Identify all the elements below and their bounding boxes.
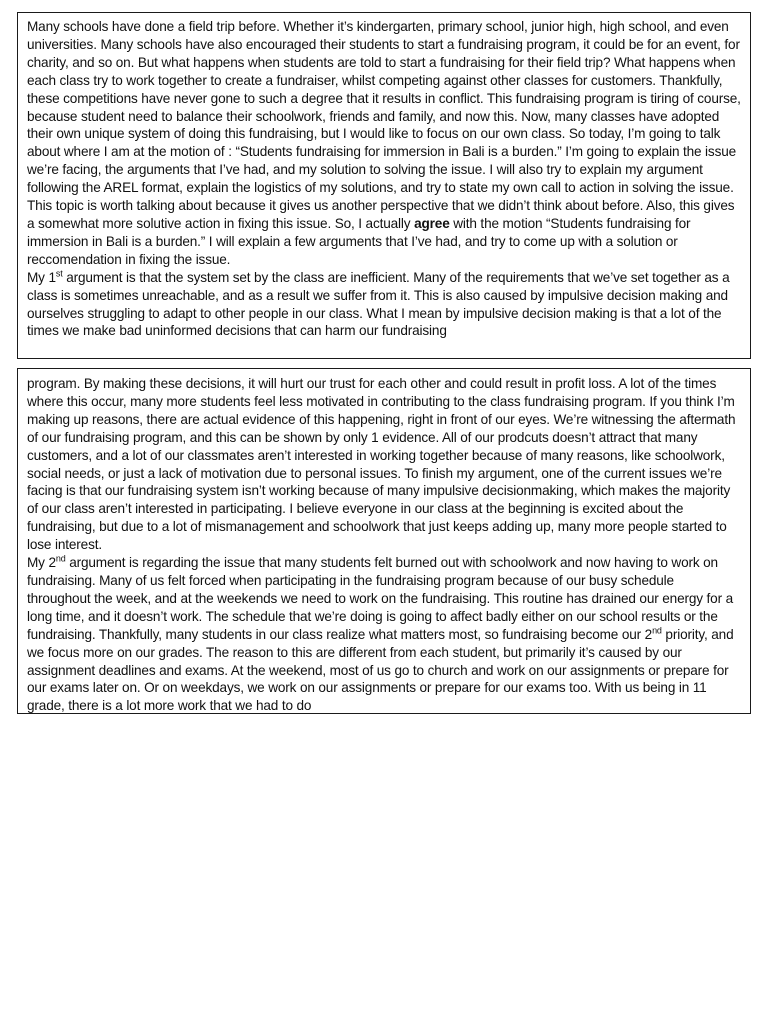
first-argument-paragraph — [27, 269, 741, 341]
ordinal-superscript: st — [55, 268, 63, 279]
intro-text-end: with the motion “Students fundraising for immersion in Bali is a burden.” I will explain a few arguments that I’ve had, and try to come up with a solution or reccomendation in fixing the issue. — [27, 215, 691, 267]
first-argument-lead: My 1 — [27, 269, 56, 285]
intro-text: Many schools have done a field trip before. Whether it’s kindergarten, primary school, junior high, high school, and even universities. Many schools have also encouraged their students to start a fundraising program, it could be for an event, for charity, and so on. But what happens when students are told to start a fundraising for their field trip? What happens when each class try to work together to create a fundraiser, whilst competing against other classes for customers. Thankfully, these competitions have never gone to such a degree that it results in conflict. This fundraising program is tiring of course, because student need to balance their schoolwork, friends and family, and now this. Now, many classes have adopted their own unique system of doing this fundraising, but I would like to focus on our own class. So today, I’m going to talk about where I am at the motion of : “Students fundraising for immersion in Bali is a burden.” I’m going to explain the issue we’re facing, the arguments that I’ve had, and my solution to solving the issue. I will also try to explain my argument following the AREL format, explain the logistics of my solutions, and try to state my own call to action in solving the issue. This topic is worth talking about because it gives us another perspective that we didn’t think about before. Also, this gives a somewhat more solutive action in fixing this issue. So, I actually — [27, 19, 741, 231]
first-argument-continued-text: program. By making these decisions, it will hurt our trust for each other and could result in profit loss. A lot of the times where this occur, many more students feel less motivated in contributing to the class fundraising program. If you think I’m making up reasons, there are actual evidence of this happening, right in front of our eyes. We’re witnessing the aftermath of our fundraising program, and this can be shown by only 1 evidence. All of our prodcuts doesn’t attract that many customers, and a lot of our classmates aren’t interested in working together because of many reasons, like schoolwork, social needs, or just a lack of motivation due to personal issues. To finish my argument, one of the current issues we’re facing is that our fundraising system isn’t working because of many impulsive decisionmaking, which makes the majority of our class aren’t interested in participating. I believe everyone in our class at the beginning is excited about the fundraising, but due to a lot of mismanagement and schoolwork that just keeps adding up, many more people started to lose interest. — [27, 376, 736, 553]
second-argument-lead: My 2 — [27, 555, 56, 571]
agree-bold-text: agree — [414, 215, 450, 231]
second-argument-paragraph — [27, 554, 741, 714]
ordinal-superscript: nd — [652, 625, 662, 636]
page-segment-1 — [17, 12, 751, 359]
first-argument-text: argument is that the system set by the class are inefficient. Many of the requirements that we’ve set together as a class is sometimes unreachable, and as a result we suffer from it. This is also caused by impulsive decision making and ourselves struggling to adapt to other people in our class. What I mean by impulsive decision making is that a lot of the times we make bad uninformed decisions that can harm our fundraising — [27, 269, 730, 339]
first-argument-continued — [27, 375, 741, 554]
page-segment-2 — [17, 368, 751, 714]
second-argument-text-end: priority, and we focus more on our grades. The reason to this are different from each student, but primarily it’s caused by our assignment deadlines and exams. At the weekend, most of us go to church and work on our assignments or prepare for our exams later on. Or on weekdays, we work on our assignments or prepare for our exams too. With us being in 11 grade, there is a lot more work that we had to do — [27, 626, 734, 714]
ordinal-superscript: nd — [55, 553, 66, 564]
second-argument-text: argument is regarding the issue that many students felt burned out with schoolwork and now having to work on fundraising. Many of us felt forced when participating in the fundraising program because of our busy schedule throughout the week, and at the weekends we need to work on the fundraising. This routine has drained our energy for a long time, and it doesn’t work. The schedule that we’re doing is going to affect badly either on our school results or the fundraising. Thankfully, many students in our class realize what matters most, so fundraising become our 2 — [27, 555, 734, 642]
intro-paragraph — [27, 18, 741, 269]
